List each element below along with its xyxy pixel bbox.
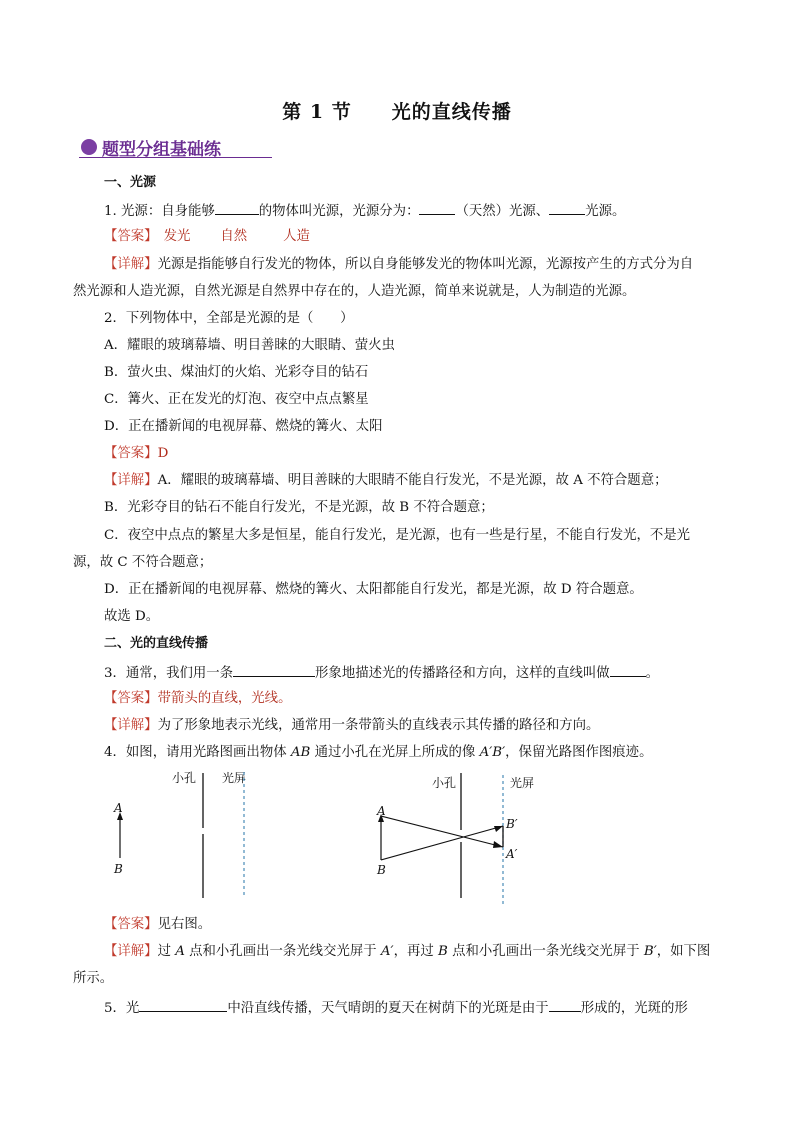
point-a-label: A [114, 801, 123, 815]
explanation-3: 【详解】为了形象地表示光线，通常用一条带箭头的直线表示其传播的路径和方向。 [104, 718, 600, 733]
answer-hole-label: 小孔 [432, 776, 457, 790]
hole-label: 小孔 [172, 771, 197, 785]
answer-4: 【答案】见右图。 [104, 917, 212, 932]
answer-3: 【答案】带箭头的直线，光线。 [104, 691, 292, 706]
question-1: 1. 光源：自身能够 的物体叫光源，光源分为： （天然）光源、 光源。 [104, 201, 625, 221]
question-4: 4．如图，请用光路图画出物体 AB 通过小孔在光屏上所成的像 A′B′，保留光路图作图痕迹。 [104, 745, 653, 760]
explanation-2-line-5: D．正在播新闻的电视屏幕、燃烧的篝火、太阳都能自行发光，都是光源，故 D 符合题意。 [104, 582, 643, 597]
explanation-2-line-2: B．光彩夺目的钻石不能自行发光，不是光源，故 B 不符合题意； [104, 500, 494, 515]
answer-point-a2: A′ [506, 847, 518, 861]
explanation-2-line-4: 源，故 C 不符合题意； [73, 555, 213, 570]
explanation-2-line-6: 故选 D。 [104, 609, 160, 624]
answer-point-b2: B′ [506, 817, 518, 831]
screen-label: 光屏 [222, 771, 247, 785]
question-2-option-a: A．耀眼的玻璃幕墙、明目善睐的大眼睛、萤火虫 [104, 338, 395, 353]
heading-rectilinear: 二、光的直线传播 [104, 636, 209, 651]
question-2-option-d: D．正在播新闻的电视屏幕、燃烧的篝火、太阳 [104, 419, 383, 434]
explanation-1-line-1: 【详解】光源是指能够自行发光的物体，所以自身能够发光的物体叫光源，光源按产生的方式分为自 [104, 257, 694, 272]
section-topic: 光的直线传播 [391, 101, 512, 123]
question-3: 3．通常，我们用一条 形象地描述光的传播路径和方向，这样的直线叫做 。 [104, 663, 659, 683]
explanation-1-line-2: 然光源和人造光源，自然光源是自然界中存在的，人造光源，简单来说就是，人为制造的光源。 [73, 284, 636, 299]
answer-1: 【答案】 发光 自然 人造 [104, 229, 310, 244]
ray-a-arrow [493, 841, 503, 848]
question-5: 5．光 中沿直线传播，天气晴朗的夏天在树荫下的光斑是由于 形成的，光斑的形 [104, 998, 688, 1018]
explanation-4-line-2: 所示。 [73, 971, 114, 986]
banner-title: 题型分组基础练 [102, 139, 221, 160]
question-2-stem: 2．下列物体中，全部是光源的是（ ） [104, 311, 354, 326]
explanation-4-line-1: 【详解】过 A 点和小孔画出一条光线交光屏于 A′，再过 B 点和小孔画出一条光线交光屏于 B′，如下图 [104, 944, 711, 959]
question-2-option-b: B．萤火虫、煤油灯的火焰、光彩夺目的钻石 [104, 365, 369, 380]
ray-b-arrow [494, 826, 503, 832]
answer-point-b: B [377, 863, 386, 877]
answer-screen-label: 光屏 [510, 776, 535, 790]
point-b-label: B [114, 862, 123, 876]
heading-light-source: 一、光源 [104, 175, 157, 190]
question-2-option-c: C．篝火、正在发光的灯泡、夜空中点点繁星 [104, 392, 369, 407]
answer-2: 【答案】D [104, 446, 169, 461]
explanation-2-line-3: C．夜空中点点的繁星大多是恒星，能自行发光，是光源，也有一些是行星，不能自行发光，不是光 [104, 528, 691, 543]
answer-point-a: A [377, 804, 386, 818]
section-number: 第 1 节 [282, 101, 352, 123]
explanation-2-line-1: 【详解】A．耀眼的玻璃幕墙、明目善睐的大眼睛不能自行发光，不是光源，故 A 不符合题意； [104, 473, 668, 488]
